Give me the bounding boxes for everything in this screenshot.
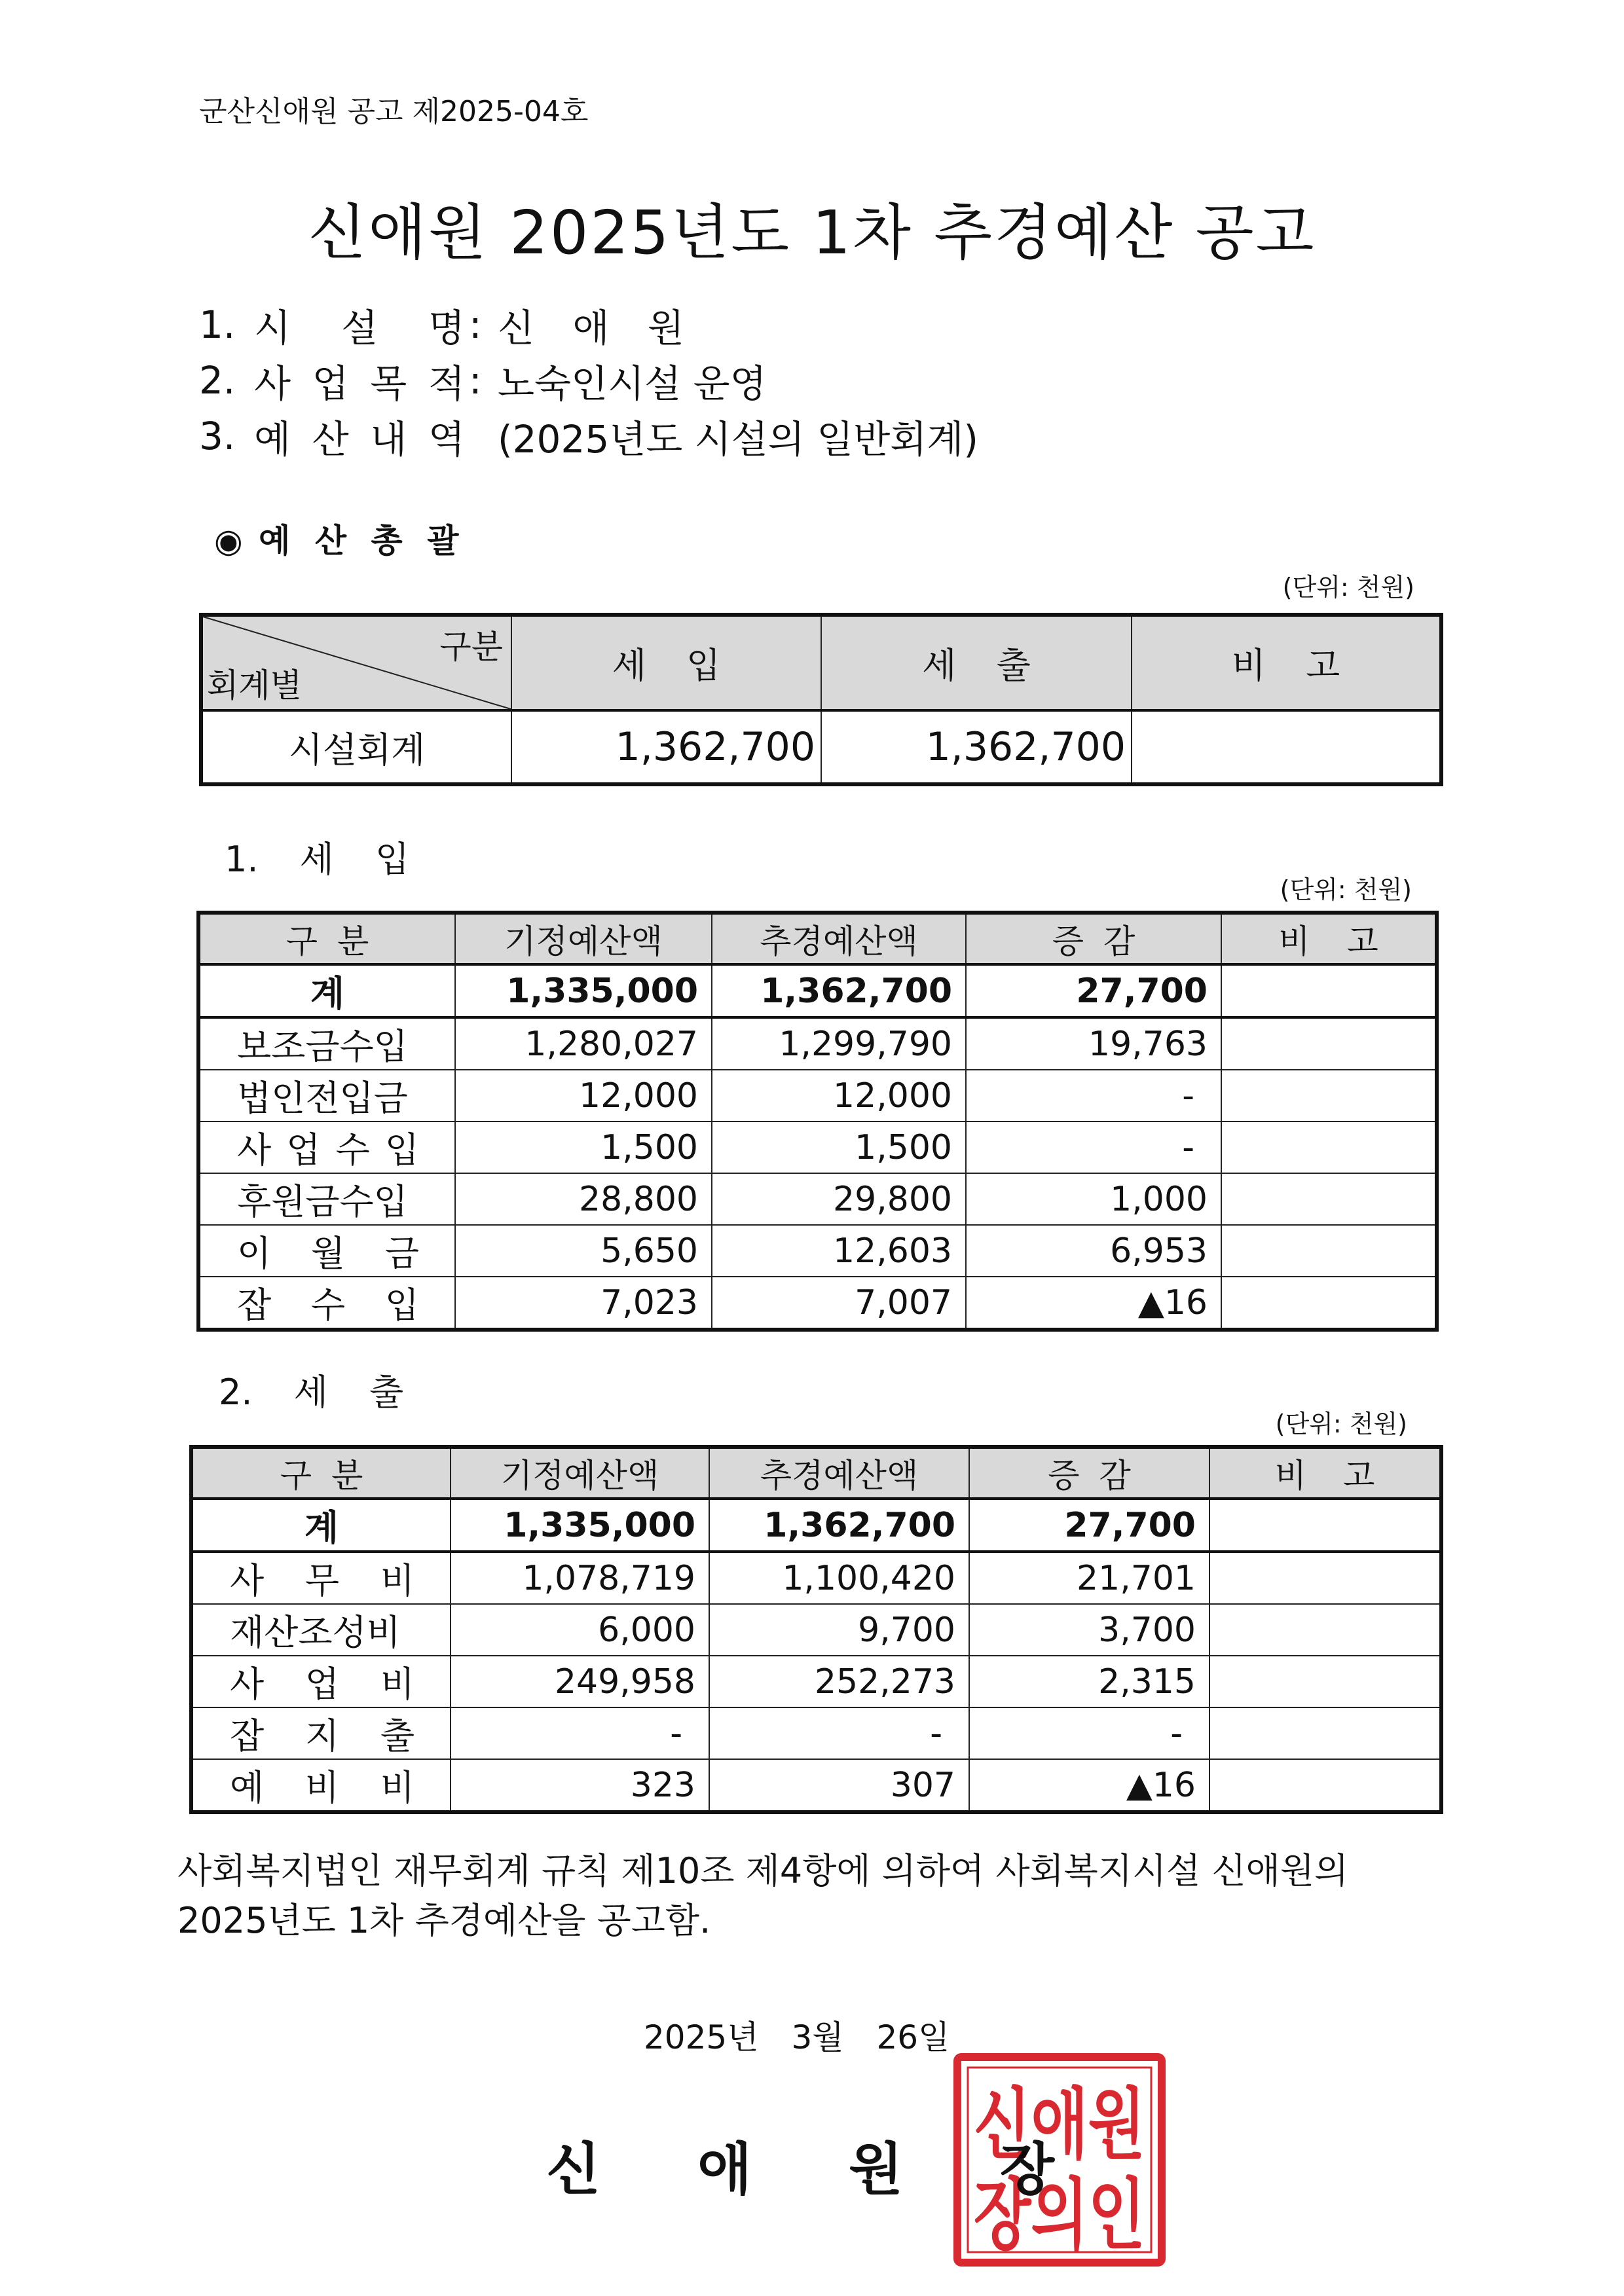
row-name: 재산조성비 (191, 1604, 451, 1656)
overview-item-separator: : (469, 302, 482, 347)
summary-note (1132, 710, 1441, 784)
revised-amount: 12,603 (712, 1225, 966, 1277)
seal-text-bottom: 장의인 (974, 2169, 1145, 2260)
overview-item-number: 3. (199, 413, 236, 458)
note-cell (1221, 1173, 1437, 1225)
table-header-row (201, 615, 1441, 710)
original-amount: 323 (451, 1759, 709, 1812)
change-amount: 21,701 (969, 1552, 1209, 1604)
revised-amount: 1,100,420 (709, 1552, 969, 1604)
change-amount: 1,000 (966, 1173, 1221, 1225)
change-amount: ▲16 (966, 1277, 1221, 1330)
row-name: 법인전입금 (198, 1070, 455, 1121)
change-amount: 6,953 (966, 1225, 1221, 1277)
revised-amount: 29,800 (712, 1173, 966, 1225)
header-change: 증 감 (969, 1447, 1209, 1499)
table-row (198, 1017, 1437, 1070)
original-amount: 1,335,000 (451, 1499, 709, 1552)
table-row (198, 1277, 1437, 1330)
summary-account-name: 시설회계 (201, 710, 511, 784)
change-amount: 27,700 (966, 964, 1221, 1017)
original-amount: 249,958 (451, 1656, 709, 1707)
header-original-budget: 기정예산액 (455, 913, 712, 964)
revised-amount: 307 (709, 1759, 969, 1812)
expenditure-table (189, 1445, 1443, 1814)
summary-header-revenue: 세 입 (511, 615, 821, 710)
official-seal-stamp (952, 2052, 1167, 2268)
signatory-name: 신 애 원 장 (546, 2137, 1055, 2202)
table-row (191, 1604, 1441, 1656)
change-amount: ▲16 (969, 1759, 1209, 1812)
note-cell (1209, 1604, 1441, 1656)
overview-item (199, 408, 978, 464)
change-amount: 3,700 (969, 1604, 1209, 1656)
summary-header-expenditure: 세 출 (821, 615, 1132, 710)
table-header-row (191, 1447, 1441, 1499)
original-amount: - (451, 1707, 709, 1759)
header-note: 비 고 (1209, 1447, 1441, 1499)
budget-summary-table (199, 613, 1443, 786)
revenue-table (196, 911, 1439, 1332)
row-name: 보조금수입 (198, 1017, 455, 1070)
note-cell (1221, 1017, 1437, 1070)
original-amount: 1,500 (455, 1121, 712, 1173)
original-amount: 1,078,719 (451, 1552, 709, 1604)
original-amount: 12,000 (455, 1070, 712, 1121)
row-name: 잡 지 출 (191, 1707, 451, 1759)
note-cell (1221, 1225, 1437, 1277)
closing-line: 2025년도 1차 추경예산을 공고함. (177, 1900, 711, 1941)
expenditure-unit-label: (단위: 천원) (1275, 1410, 1407, 1438)
original-amount: 5,650 (455, 1225, 712, 1277)
table-row (198, 1121, 1437, 1173)
revised-amount: 1,362,700 (712, 964, 966, 1017)
change-amount: - (969, 1707, 1209, 1759)
note-cell (1209, 1499, 1441, 1552)
header-note: 비 고 (1221, 913, 1437, 964)
summary-heading (214, 515, 464, 562)
summary-corner-cell (201, 615, 511, 710)
note-cell (1209, 1552, 1441, 1604)
row-name: 계 (198, 964, 455, 1017)
table-row (201, 710, 1441, 784)
summary-header-note: 비 고 (1132, 615, 1441, 710)
note-cell (1221, 1121, 1437, 1173)
total-row (198, 964, 1437, 1017)
row-name: 예 비 비 (191, 1759, 451, 1812)
seal-text-top: 신애원 (974, 2079, 1145, 2170)
original-amount: 28,800 (455, 1173, 712, 1225)
row-name: 계 (191, 1499, 451, 1552)
header-category: 구 분 (198, 913, 455, 964)
summary-expenditure-value: 1,362,700 (821, 710, 1132, 784)
notice-date: 2025년 3월 26일 (644, 2018, 950, 2056)
note-cell (1209, 1759, 1441, 1812)
notice-number: 군산신애원 공고 제2025-04호 (199, 95, 589, 128)
revenue-unit-label: (단위: 천원) (1280, 875, 1412, 904)
overview-item (199, 297, 978, 352)
overview-item-number: 1. (199, 302, 236, 347)
summary-revenue-value: 1,362,700 (511, 710, 821, 784)
corner-label-account: 회계별 (207, 666, 302, 704)
overview-item (199, 352, 978, 408)
corner-label-category: 구분 (439, 628, 503, 666)
table-row (191, 1552, 1441, 1604)
header-revised-budget: 추경예산액 (709, 1447, 969, 1499)
note-cell (1209, 1656, 1441, 1707)
header-original-budget: 기정예산액 (451, 1447, 709, 1499)
original-amount: 1,335,000 (455, 964, 712, 1017)
overview-item-key: 사 업 목 적 (254, 361, 465, 406)
note-cell (1221, 1277, 1437, 1330)
overview-item-value: 노숙인시설 운영 (498, 361, 767, 406)
overview-item-value: (2025년도 시설의 일반회계) (498, 416, 978, 462)
overview-item-number: 2. (199, 357, 236, 403)
row-name: 사 무 비 (191, 1552, 451, 1604)
table-row (191, 1707, 1441, 1759)
revised-amount: - (709, 1707, 969, 1759)
notice-title: 신애원 2025년도 1차 추경예산 공고 (308, 198, 1316, 268)
bullet-icon: ◉ (214, 522, 243, 560)
total-row (191, 1499, 1441, 1552)
header-category: 구 분 (191, 1447, 451, 1499)
revised-amount: 1,500 (712, 1121, 966, 1173)
closing-line: 사회복지법인 재무회계 규칙 제10조 제4항에 의하여 사회복지시설 신애원의 (177, 1850, 1349, 1891)
original-amount: 1,280,027 (455, 1017, 712, 1070)
table-row (198, 1070, 1437, 1121)
revised-amount: 1,362,700 (709, 1499, 969, 1552)
revised-amount: 252,273 (709, 1656, 969, 1707)
closing-statement (177, 1846, 1348, 1946)
summary-heading-text: 예 산 총 괄 (259, 522, 464, 560)
change-amount: - (966, 1121, 1221, 1173)
row-name: 잡 수 입 (198, 1277, 455, 1330)
overview-item-separator: : (469, 357, 482, 403)
row-name: 후원금수입 (198, 1173, 455, 1225)
table-row (191, 1656, 1441, 1707)
change-amount: 19,763 (966, 1017, 1221, 1070)
revised-amount: 7,007 (712, 1277, 966, 1330)
change-amount: 27,700 (969, 1499, 1209, 1552)
original-amount: 7,023 (455, 1277, 712, 1330)
overview-item-key: 예 산 내 역 (254, 416, 465, 462)
table-header-row (198, 913, 1437, 964)
header-change: 증 감 (966, 913, 1221, 964)
summary-unit-label: (단위: 천원) (1282, 573, 1414, 602)
expenditure-heading: 2. 세 출 (219, 1372, 404, 1413)
row-name: 사 업 비 (191, 1656, 451, 1707)
note-cell (1221, 964, 1437, 1017)
note-cell (1209, 1707, 1441, 1759)
original-amount: 6,000 (451, 1604, 709, 1656)
revenue-heading: 1. 세 입 (225, 839, 410, 880)
table-row (191, 1759, 1441, 1812)
table-row (198, 1225, 1437, 1277)
header-revised-budget: 추경예산액 (712, 913, 966, 964)
overview-item-key: 시 설 명 (254, 305, 465, 350)
overview-list (199, 297, 978, 464)
change-amount: - (966, 1070, 1221, 1121)
change-amount: 2,315 (969, 1656, 1209, 1707)
revised-amount: 9,700 (709, 1604, 969, 1656)
overview-item-value: 신 애 원 (498, 305, 684, 350)
table-row (198, 1173, 1437, 1225)
revised-amount: 12,000 (712, 1070, 966, 1121)
revised-amount: 1,299,790 (712, 1017, 966, 1070)
row-name: 사 업 수 입 (198, 1121, 455, 1173)
row-name: 이 월 금 (198, 1225, 455, 1277)
note-cell (1221, 1070, 1437, 1121)
